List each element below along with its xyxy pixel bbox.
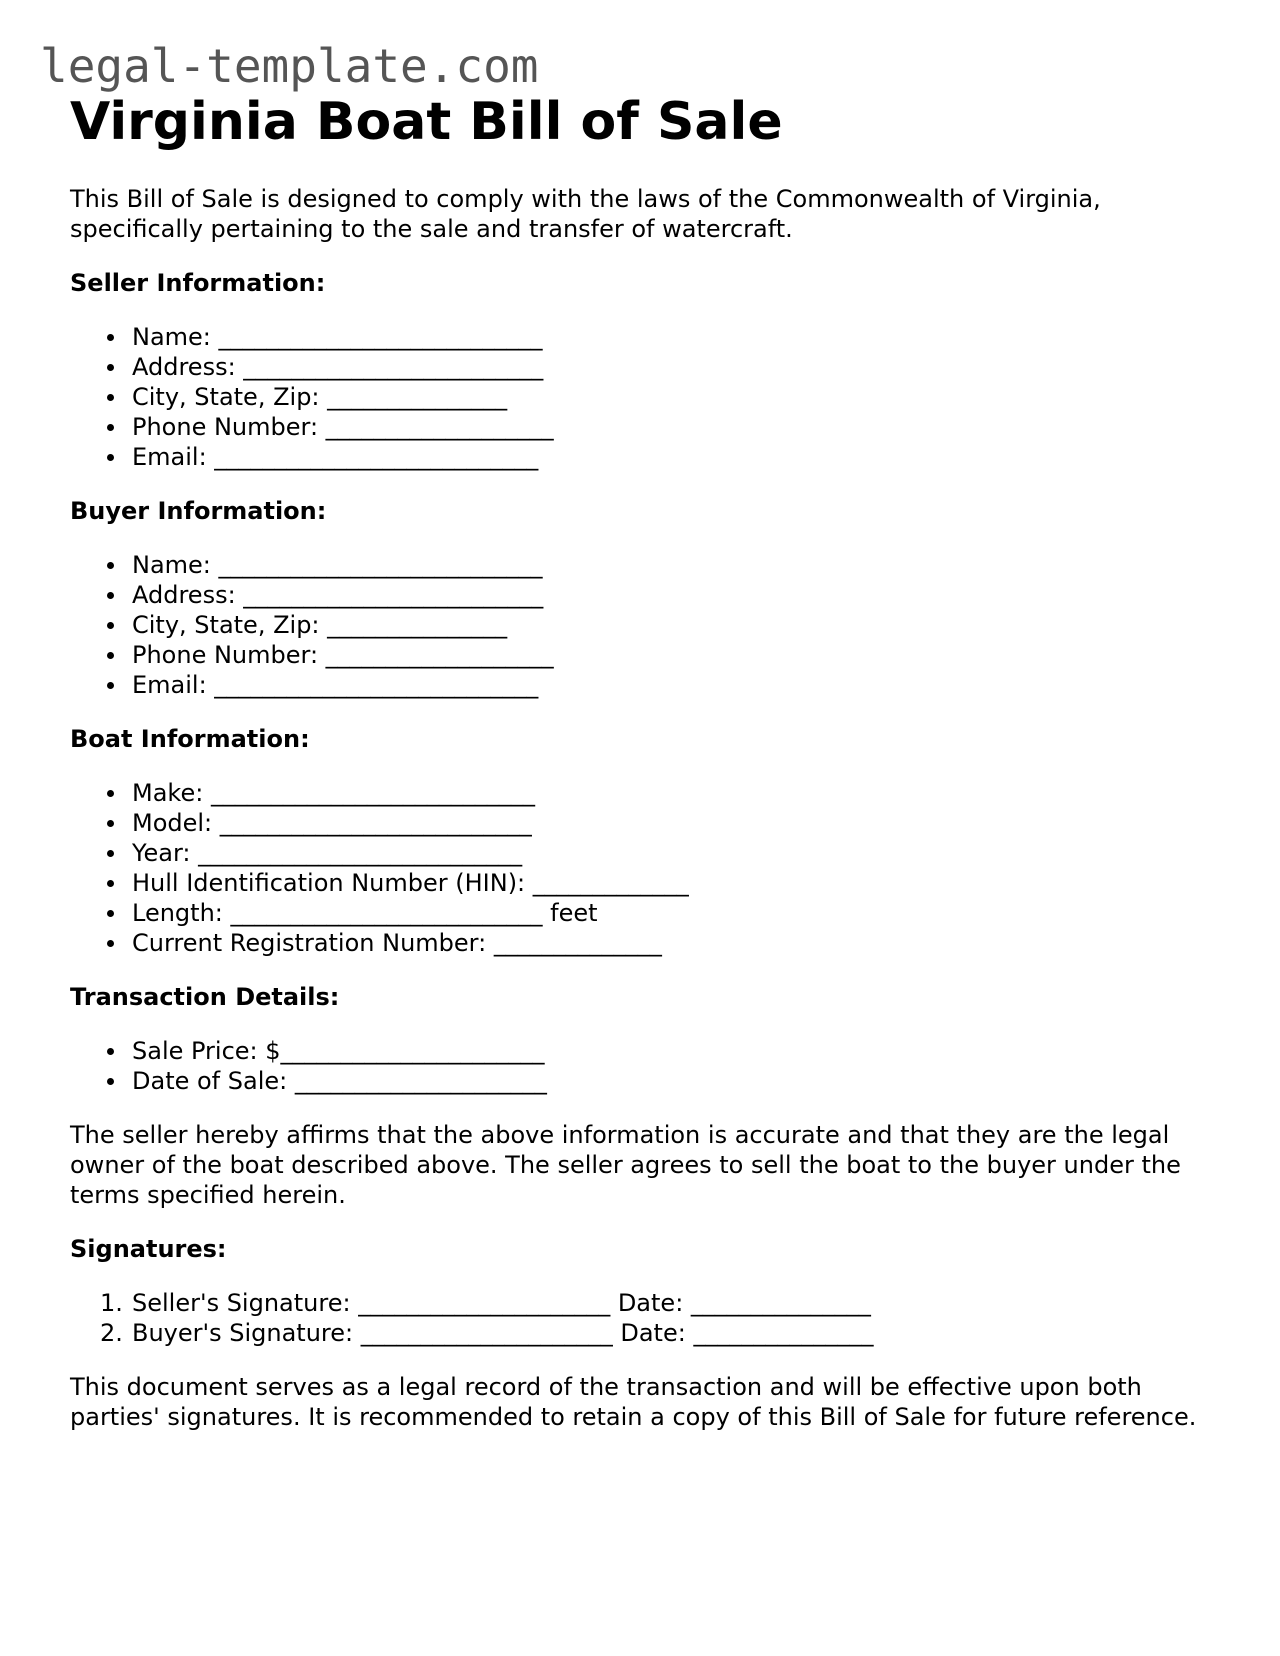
boat-length-field: Length: __________________________ feet xyxy=(70,898,1210,928)
document-title: Virginia Boat Bill of Sale xyxy=(70,92,783,152)
sale-price-field: Sale Price: $______________________ xyxy=(70,1036,1210,1066)
seller-name-field: Name: ___________________________ xyxy=(70,322,1210,352)
seller-email-field: Email: ___________________________ xyxy=(70,442,1210,472)
list-number: 1. xyxy=(100,1289,123,1317)
boat-info-list xyxy=(70,778,1210,958)
document-body xyxy=(70,90,1210,1432)
boat-model-field: Model: __________________________ xyxy=(70,808,1210,838)
signatures-section-heading: Signatures: xyxy=(70,1235,227,1263)
buyer-name-field: Name: ___________________________ xyxy=(70,550,1210,580)
signatures-list xyxy=(70,1288,1210,1348)
buyer-city-state-zip-field: City, State, Zip: _______________ xyxy=(70,610,1210,640)
boat-make-field: Make: ___________________________ xyxy=(70,778,1210,808)
buyer-info-list xyxy=(70,550,1210,700)
closing-paragraph: This document serves as a legal record of the transaction and will be effective upon both parties' signatures. It is recommended to retain a copy of this Bill of Sale for future reference. xyxy=(70,1373,1197,1431)
boat-section-heading: Boat Information: xyxy=(70,725,310,753)
buyer-signature-text: Buyer's Signature: _____________________ Date: _______________ xyxy=(132,1319,874,1347)
seller-section-heading: Seller Information: xyxy=(70,269,326,297)
intro-paragraph: This Bill of Sale is designed to comply with the laws of the Commonwealth of Virginia, specifically pertaining to the sale and transfer of watercraft. xyxy=(70,185,1101,243)
transaction-details-list xyxy=(70,1036,1210,1096)
seller-phone-field: Phone Number: ___________________ xyxy=(70,412,1210,442)
date-of-sale-field: Date of Sale: _____________________ xyxy=(70,1066,1210,1096)
list-number: 2. xyxy=(100,1319,123,1347)
watermark-logo: legal-template.com xyxy=(40,39,539,93)
boat-year-field: Year: ___________________________ xyxy=(70,838,1210,868)
boat-registration-field: Current Registration Number: ______________ xyxy=(70,928,1210,958)
seller-city-state-zip-field: City, State, Zip: _______________ xyxy=(70,382,1210,412)
seller-address-field: Address: _________________________ xyxy=(70,352,1210,382)
buyer-address-field: Address: _________________________ xyxy=(70,580,1210,610)
buyer-signature-line xyxy=(70,1318,1210,1348)
seller-signature-line xyxy=(70,1288,1210,1318)
buyer-section-heading: Buyer Information: xyxy=(70,497,327,525)
affirmation-paragraph: The seller hereby affirms that the above information is accurate and that they are the legal owner of the boat described above. The seller agrees to sell the boat to the buyer under the terms specified herein. xyxy=(70,1121,1181,1209)
seller-info-list xyxy=(70,322,1210,472)
boat-hin-field: Hull Identification Number (HIN): _____________ xyxy=(70,868,1210,898)
buyer-phone-field: Phone Number: ___________________ xyxy=(70,640,1210,670)
seller-signature-text: Seller's Signature: _____________________ Date: _______________ xyxy=(132,1289,871,1317)
transaction-section-heading: Transaction Details: xyxy=(70,983,340,1011)
buyer-email-field: Email: ___________________________ xyxy=(70,670,1210,700)
